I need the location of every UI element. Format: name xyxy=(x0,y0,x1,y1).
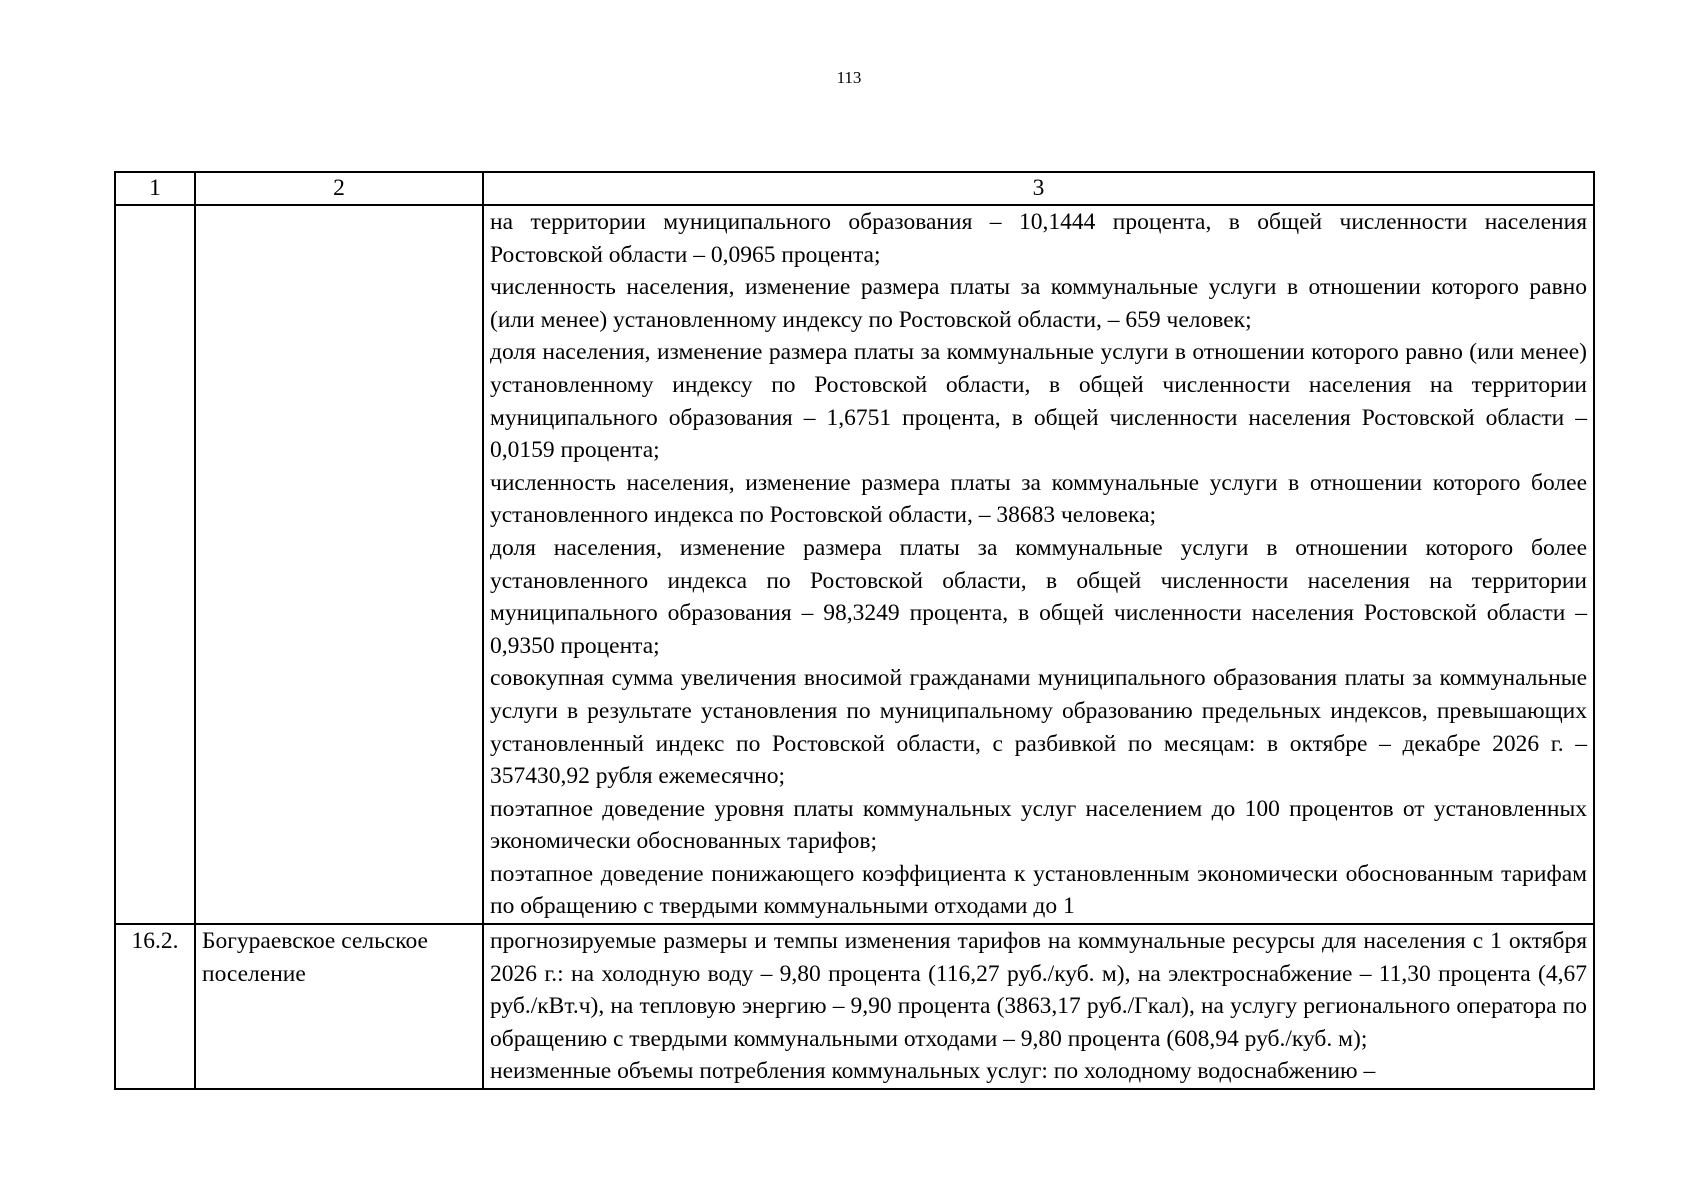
row-description xyxy=(483,205,1594,924)
paragraph: поэтапное доведение понижающего коэффициента к установленным экономически обоснованным тарифам по обращению с твердыми коммунальными отходами до 1 xyxy=(490,860,1587,920)
row-number: 16.2. xyxy=(115,924,195,1089)
paragraph: численность населения, изменение размера платы за коммунальные услуги в отношении которого равно (или менее) установленному индексу по Ростовской области, – 659 человек; xyxy=(490,274,1587,333)
column-header-2: 2 xyxy=(195,172,483,205)
paragraph: неизменные объемы потребления коммунальных услуг: по холодному водоснабжению – xyxy=(490,1058,1376,1085)
paragraph: поэтапное доведение уровня платы коммунальных услуг населением до 100 процентов от установленных экономически обоснованных тарифов; xyxy=(490,795,1587,855)
table-header-row xyxy=(115,172,1594,205)
paragraph: доля населения, изменение размера платы за коммунальные услуги в отношении которого равно (или менее) установленному индексу по Ростовской области, в общей численности населения на территории муниципального образования – 1,6751 процента, в общей численности населения Ростовской области – 0,0159 процента; xyxy=(490,339,1587,464)
municipality-name: Богураевское сельское поселение xyxy=(195,924,483,1089)
paragraph: доля населения, изменение размера платы за коммунальные услуги в отношении которого более установленного индекса по Ростовской области, в общей численности населения на территории муниципального образования – 98,3249 процента, в общей численности населения Ростовской области – 0,9350 процента; xyxy=(490,534,1587,659)
page-number: 113 xyxy=(836,68,862,87)
paragraph: совокупная сумма увеличения вносимой гражданами муниципального образования платы за коммунальные услуги в результате установления по муниципальному образованию предельных индексов, превышающих установленный индекс по Ростовской области, с разбивкой по месяцам: в октябре – декабре 2026 г. – 357430,92 рубля ежемесячно; xyxy=(490,665,1587,790)
paragraph: численность населения, изменение размера платы за коммунальные услуги в отношении которого более установленного индекса по Ростовской области, – 38683 человека; xyxy=(490,469,1587,529)
tariff-table xyxy=(114,171,1595,1090)
row-description xyxy=(483,924,1594,1089)
column-header-3: 3 xyxy=(483,172,1594,205)
table-row xyxy=(115,924,1594,1089)
table-row xyxy=(115,205,1594,924)
paragraph: на территории муниципального образования – 10,1444 процента, в общей численности населения Ростовской области – 0,0965 процента; xyxy=(490,209,1587,268)
municipality-name xyxy=(195,205,483,924)
column-header-1: 1 xyxy=(115,172,195,205)
row-number xyxy=(115,205,195,924)
paragraph: прогнозируемые размеры и темпы изменения тарифов на коммунальные ресурсы для населения с 1 октября 2026 г.: на холодную воду – 9,80 процента (116,27 руб./куб. м), на электроснабжение – 11,30 процента (4,67 руб./кВт.ч), на тепловую энергию – 9,90 процента (3863,17 руб./Гкал), на услугу регионального оператора по обращению с твердыми коммунальными отходами – 9,80 процента (608,94 руб./куб. м); xyxy=(490,928,1587,1052)
